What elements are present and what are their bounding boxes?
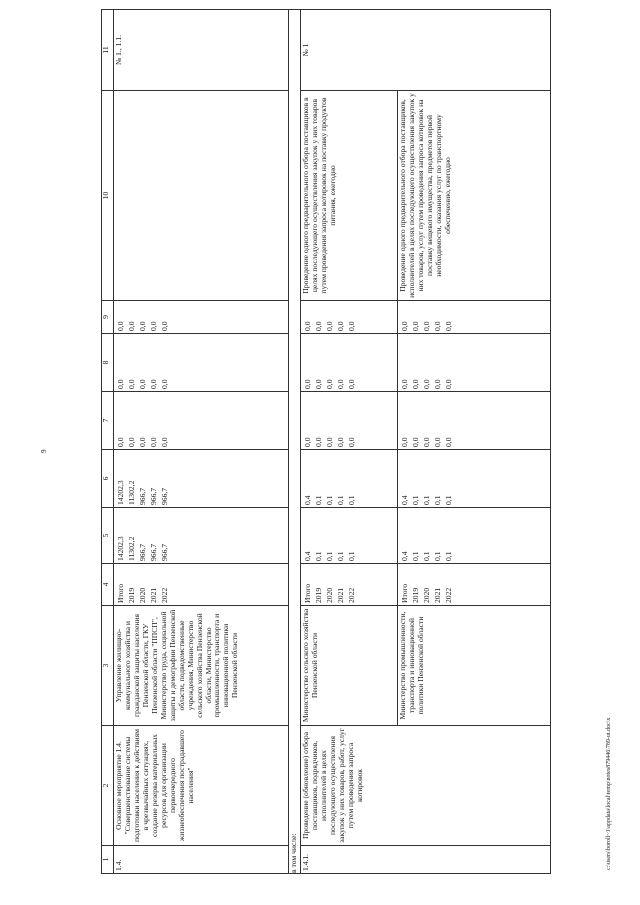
indicator-cell: № 1., 1.1. <box>114 10 289 91</box>
funding-value: 14202,3 <box>116 480 125 505</box>
header-cell: 10 <box>102 91 114 301</box>
year-value: Итого <box>302 583 312 603</box>
executor-cell: Управление жилищно-коммунального хозяйства и гражданской защиты населения Пензенской области, ГКУ Пензенской области "ППСП", Министерство труда, социальной защиты и демографии Пензенской области, подведомственные учреждения, Министерство сельского хозяйства Пензенской области, Министерство промышленности, транспорта и инновационной политики Пензенской области <box>114 606 289 726</box>
year-value: Итого <box>399 583 409 603</box>
funding-value: 0,0 <box>116 437 125 447</box>
measure-name: Проведение (обновление) отбора поставщиков, подрядчиков, исполнителей в целях последующего осуществления закупок у них товаров, работ, услуг путем проведения запроса котировок <box>300 726 550 846</box>
years-cell <box>397 564 550 606</box>
funding-value: 0,0 <box>421 379 431 389</box>
regional-budget-cell <box>114 450 289 508</box>
funding-value: 966,7 <box>160 543 169 561</box>
local-budget-cell <box>397 334 550 392</box>
funding-value: 0,4 <box>302 495 312 505</box>
funding-value: 0,0 <box>335 379 345 389</box>
funding-value: 0,0 <box>443 379 453 389</box>
funding-value: 0,0 <box>116 379 125 389</box>
rotated-table-page <box>101 10 621 874</box>
year-value: 2020 <box>421 587 431 603</box>
header-cell: 11 <box>102 10 114 91</box>
funding-value: 0,0 <box>335 321 345 331</box>
funding-value: 966,7 <box>160 487 169 505</box>
regional-budget-cell <box>300 450 397 508</box>
year-value: 2021 <box>335 587 345 603</box>
year-value: 2022 <box>346 587 356 603</box>
other-sources-cell <box>114 301 289 334</box>
year-value: 2022 <box>160 587 169 603</box>
funding-value: 11302,2 <box>127 536 136 561</box>
funding-value: 0,1 <box>335 495 345 505</box>
funding-value: 0,1 <box>443 551 453 561</box>
funding-value: 0,4 <box>399 495 409 505</box>
indicator-cell: № 1 <box>300 10 550 91</box>
funding-value: 0,0 <box>138 437 147 447</box>
funding-value: 0,0 <box>421 437 431 447</box>
header-cell: 4 <box>102 564 114 606</box>
row-number: 1.4. <box>114 846 289 874</box>
funding-value: 0,1 <box>313 551 323 561</box>
funding-value: 0,1 <box>346 551 356 561</box>
executor-cell: Министерство сельского хозяйства Пензенской области <box>300 606 397 726</box>
funding-value: 0,0 <box>324 437 334 447</box>
year-value: 2020 <box>138 587 147 603</box>
funding-value: 0,0 <box>324 321 334 331</box>
funding-value: 0,0 <box>313 437 323 447</box>
funding-value: 0,1 <box>410 551 420 561</box>
funding-value: 966,7 <box>149 487 158 505</box>
federal-budget-cell <box>300 392 397 450</box>
header-cell: 6 <box>102 450 114 508</box>
program-measures-table <box>101 9 551 874</box>
funding-value: 0,0 <box>149 379 158 389</box>
year-value: 2019 <box>313 587 323 603</box>
funding-value: 0,0 <box>149 321 158 331</box>
table-row-1-4 <box>114 10 289 874</box>
year-value: 2021 <box>149 587 158 603</box>
funding-value: 0,0 <box>410 437 420 447</box>
funding-value: 0,0 <box>410 321 420 331</box>
funding-value: 0,0 <box>346 437 356 447</box>
header-cell: 8 <box>102 334 114 392</box>
other-sources-cell <box>397 301 550 334</box>
funding-value: 0,0 <box>302 321 312 331</box>
funding-value: 0,0 <box>443 321 453 331</box>
funding-value: 0,0 <box>410 379 420 389</box>
funding-value: 0,0 <box>443 437 453 447</box>
funding-value: 0,0 <box>302 379 312 389</box>
funding-value: 14202,3 <box>116 536 125 561</box>
funding-value: 0,0 <box>421 321 431 331</box>
years-cell <box>300 564 397 606</box>
funding-value: 0,0 <box>399 437 409 447</box>
funding-value: 0,0 <box>160 437 169 447</box>
funding-value: 0,1 <box>421 495 431 505</box>
funding-value: 0,0 <box>432 321 442 331</box>
in-that-number-row <box>289 10 301 874</box>
executor-cell: Министерство промышленности, транспорта и инновационной политики Пензенской области <box>397 606 550 726</box>
table-row-1-4-1-a <box>300 10 397 874</box>
years-cell <box>114 564 289 606</box>
funding-value: 0,0 <box>346 321 356 331</box>
federal-budget-cell <box>397 392 550 450</box>
funding-value: 0,0 <box>127 379 136 389</box>
page-number: 9 <box>40 449 48 453</box>
funding-value: 0,1 <box>335 551 345 561</box>
year-value: 2019 <box>127 587 136 603</box>
funding-value: 0,1 <box>443 495 453 505</box>
funding-value: 0,0 <box>116 321 125 331</box>
expected-result-cell: Проведение одного предварительного отбора поставщиков, исполнителей в целях последующего осуществления закупок у них товаров, услуг путем проведения запроса котировок на поставку вещевого имущества, предметов первой необходимости, оказания услуг по транспортному обеспечению, ежегодно <box>397 91 550 301</box>
funding-value: 0,0 <box>127 321 136 331</box>
funding-value: 0,0 <box>138 379 147 389</box>
funding-value: 0,0 <box>324 379 334 389</box>
funding-value: 0,1 <box>324 551 334 561</box>
year-value: 2021 <box>432 587 442 603</box>
regional-budget-cell <box>397 450 550 508</box>
header-cell: 2 <box>102 726 114 846</box>
funding-value: 0,0 <box>302 437 312 447</box>
funding-value: 0,0 <box>399 379 409 389</box>
funding-value: 0,4 <box>399 551 409 561</box>
year-value: 2020 <box>324 587 334 603</box>
funding-value: 0,1 <box>324 495 334 505</box>
row-number: 1.4.1. <box>300 846 550 874</box>
footer-file-path: c:\users\boroll~1\appdata\local\temp\notes879446\789-ut.doc\x <box>606 717 612 870</box>
funding-value: 0,0 <box>432 379 442 389</box>
year-value: 2019 <box>410 587 420 603</box>
federal-budget-cell <box>114 392 289 450</box>
in-that-number-label: в том числе: <box>289 10 301 874</box>
funding-value: 0,1 <box>432 551 442 561</box>
year-value: Итого <box>116 583 125 603</box>
funding-value: 0,1 <box>346 495 356 505</box>
funding-value: 0,0 <box>399 321 409 331</box>
measure-name: Основное мероприятие 1.4. "Совершенствование системы подготовки населения к действиям в чрезвычайных ситуациях, создание резерва материальных ресурсов для организации первоочередного жизнеобеспечения пострадавшего населения" <box>114 726 289 846</box>
header-cell: 5 <box>102 508 114 564</box>
header-cell: 1 <box>102 846 114 874</box>
header-row <box>102 10 114 874</box>
funding-value: 0,1 <box>432 495 442 505</box>
funding-value: 0,0 <box>346 379 356 389</box>
total-funding-cell <box>114 508 289 564</box>
funding-value: 11302,2 <box>127 480 136 505</box>
local-budget-cell <box>114 334 289 392</box>
header-cell: 7 <box>102 392 114 450</box>
funding-value: 966,7 <box>149 543 158 561</box>
funding-value: 966,7 <box>138 487 147 505</box>
funding-value: 0,1 <box>313 495 323 505</box>
funding-value: 0,0 <box>160 379 169 389</box>
local-budget-cell <box>300 334 397 392</box>
funding-value: 0,0 <box>313 321 323 331</box>
funding-value: 0,1 <box>410 495 420 505</box>
funding-value: 0,4 <box>302 551 312 561</box>
funding-value: 0,0 <box>127 437 136 447</box>
year-value: 2022 <box>443 587 453 603</box>
header-cell: 9 <box>102 301 114 334</box>
funding-value: 0,0 <box>432 437 442 447</box>
total-funding-cell <box>300 508 397 564</box>
funding-value: 0,0 <box>149 437 158 447</box>
funding-value: 0,1 <box>421 551 431 561</box>
header-cell: 3 <box>102 606 114 726</box>
funding-value: 0,0 <box>138 321 147 331</box>
funding-value: 0,0 <box>313 379 323 389</box>
funding-value: 0,0 <box>160 321 169 331</box>
other-sources-cell <box>300 301 397 334</box>
total-funding-cell <box>397 508 550 564</box>
expected-result-cell <box>114 91 289 301</box>
expected-result-cell: Проведение одного предварительного отбора поставщиков в целях последующего осуществления закупок у них товаров путем проведения запроса котировок на поставку продуктов питания, ежегодно <box>300 91 397 301</box>
funding-value: 0,0 <box>335 437 345 447</box>
funding-value: 966,7 <box>138 543 147 561</box>
